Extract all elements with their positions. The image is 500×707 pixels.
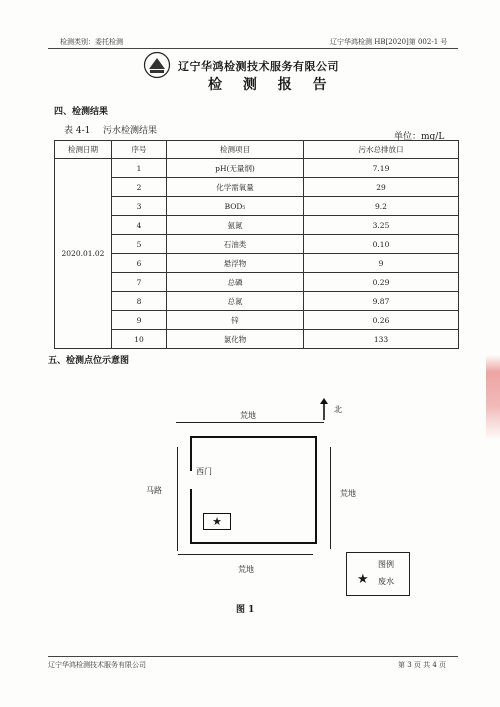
date-cell: 2020.01.02 bbox=[55, 159, 112, 349]
table-unit: 单位：mg/L bbox=[394, 132, 445, 142]
table-row bbox=[55, 235, 459, 254]
row-item: 总磷 bbox=[167, 273, 304, 292]
row-no: 10 bbox=[112, 330, 167, 349]
row-item: 氨氮 bbox=[167, 216, 304, 235]
table-row bbox=[55, 159, 459, 178]
table-row bbox=[55, 330, 459, 349]
row-value: 0.26 bbox=[304, 311, 459, 330]
north-arrow-icon bbox=[320, 398, 328, 420]
row-item: 石油类 bbox=[167, 235, 304, 254]
table-label: 表 4-1 bbox=[64, 126, 91, 136]
footer-rule bbox=[48, 656, 458, 657]
gate-marker bbox=[190, 471, 193, 489]
gate-label: 西门 bbox=[196, 467, 212, 476]
wastewater-star-icon: ★ bbox=[212, 515, 222, 528]
section4-heading: 四、检测结果 bbox=[54, 107, 109, 117]
right-road-line bbox=[330, 447, 331, 549]
row-value: 9.87 bbox=[304, 292, 459, 311]
row-item: BOD₅ bbox=[167, 197, 304, 216]
right-label: 荒地 bbox=[340, 489, 356, 498]
row-no: 1 bbox=[112, 159, 167, 178]
report-number: 辽宁华鸿检测 HB[2020]第 002-1 号 bbox=[330, 38, 448, 46]
header-rule bbox=[48, 48, 458, 49]
row-item: 悬浮物 bbox=[167, 254, 304, 273]
table-row bbox=[55, 197, 459, 216]
col-header-item: 检测项目 bbox=[167, 141, 304, 159]
sampling-point-box bbox=[203, 513, 231, 530]
table-header-row bbox=[55, 141, 459, 159]
row-value: 3.25 bbox=[304, 216, 459, 235]
bottom-label: 荒地 bbox=[238, 565, 254, 574]
row-value: 9.2 bbox=[304, 197, 459, 216]
row-value: 29 bbox=[304, 178, 459, 197]
legend-title: 图例 bbox=[378, 560, 394, 569]
table-row bbox=[55, 292, 459, 311]
footer-page: 第 3 页 共 4 页 bbox=[398, 661, 447, 669]
left-road-line bbox=[177, 447, 178, 551]
legend-box bbox=[346, 552, 410, 596]
left-label: 马路 bbox=[146, 486, 162, 495]
row-value: 7.19 bbox=[304, 159, 459, 178]
row-item: 总氮 bbox=[167, 292, 304, 311]
row-no: 7 bbox=[112, 273, 167, 292]
row-no: 9 bbox=[112, 311, 167, 330]
legend-item: 废水 bbox=[378, 577, 394, 586]
figure-caption: 图 1 bbox=[236, 605, 255, 615]
section5-heading: 五、检测点位示意图 bbox=[48, 356, 130, 366]
row-item: 锌 bbox=[167, 311, 304, 330]
company-name: 辽宁华鸿检测技术服务有限公司 bbox=[178, 60, 339, 73]
table-row bbox=[55, 216, 459, 235]
table-title: 污水检测结果 bbox=[103, 126, 158, 136]
row-no: 6 bbox=[112, 254, 167, 273]
row-value: 133 bbox=[304, 330, 459, 349]
row-item: pH(无量纲) bbox=[167, 159, 304, 178]
col-header-no: 序号 bbox=[112, 141, 167, 159]
row-value: 9 bbox=[304, 254, 459, 273]
north-label: 北 bbox=[334, 405, 342, 414]
document-title: 检 测 报 告 bbox=[208, 77, 335, 93]
bottom-road-line bbox=[178, 554, 313, 555]
company-logo bbox=[143, 51, 171, 79]
table-row bbox=[55, 311, 459, 330]
row-value: 0.10 bbox=[304, 235, 459, 254]
footer-company: 辽宁华鸿检测技术服务有限公司 bbox=[48, 661, 146, 669]
table-row bbox=[55, 273, 459, 292]
row-item: 化学需氧量 bbox=[167, 178, 304, 197]
row-no: 5 bbox=[112, 235, 167, 254]
seal-stamp-edge bbox=[486, 355, 500, 440]
col-header-date: 检测日期 bbox=[55, 141, 112, 159]
top-road-line bbox=[176, 422, 324, 423]
row-no: 8 bbox=[112, 292, 167, 311]
row-value: 0.29 bbox=[304, 273, 459, 292]
report-category: 检测类别：委托检测 bbox=[60, 38, 123, 46]
row-no: 2 bbox=[112, 178, 167, 197]
top-label: 荒地 bbox=[240, 411, 256, 420]
table-row bbox=[55, 254, 459, 273]
results-table bbox=[54, 140, 459, 349]
row-item: 氯化物 bbox=[167, 330, 304, 349]
legend-star-icon: ★ bbox=[357, 572, 369, 587]
col-header-value: 污水总排放口 bbox=[304, 141, 459, 159]
table-row bbox=[55, 178, 459, 197]
row-no: 3 bbox=[112, 197, 167, 216]
row-no: 4 bbox=[112, 216, 167, 235]
